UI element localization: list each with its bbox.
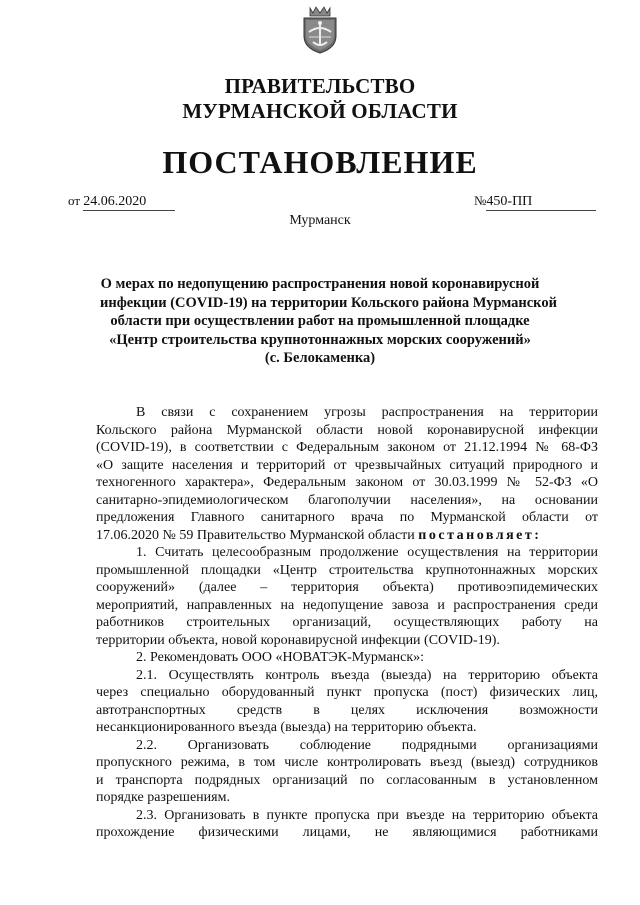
- text-segment: 17.06.2020 № 59 Правительство Мурманской области: [96, 527, 415, 543]
- title-line: О мерах по недопущению распространения новой коронавирусной: [100, 276, 540, 292]
- text-line: 1. Считать целесообразным продолжение осуществления на территории: [136, 545, 598, 560]
- text-line: пропускного режима, в том числе контролировать въезд (выезд) сотрудников: [96, 755, 598, 770]
- text-line: 2.3. Организовать в пункте пропуска при въезде на территорию объекта: [136, 807, 598, 823]
- title-line: (с. Белокаменка): [264, 350, 376, 366]
- government-name-line1: ПРАВИТЕЛЬСТВО: [224, 74, 416, 98]
- text-line: «О защите населения и территорий от чрезвычайных ситуаций природного и: [96, 457, 598, 473]
- title-line: инфекции (COVID-19) на территории Кольского района Мурманской: [100, 294, 557, 311]
- paragraph-2-2: [96, 737, 598, 807]
- paragraph-2-3: [96, 807, 598, 842]
- coat-of-arms-icon: [301, 4, 339, 54]
- text-line: порядке разрешениям.: [96, 790, 230, 805]
- text-line: мероприятий, направленных на недопущение завоза и распространения среди: [96, 597, 598, 613]
- text-line: 2.1. Осуществлять контроль въезда (выезда) на территорию объекта: [136, 667, 598, 683]
- text-line: В связи с сохранением угрозы распространения на территории: [136, 405, 598, 420]
- paragraph-2-1: [96, 667, 598, 737]
- text-line: автотранспортных средств в целях исключения возможности: [96, 702, 598, 718]
- decree-word: постановляет:: [418, 527, 542, 543]
- date-prefix: от: [68, 193, 81, 208]
- text-line: санитарно-эпидемиологическом благополучии населения», на основании: [96, 492, 598, 508]
- document-city: Мурманск: [289, 213, 351, 228]
- text-line: прохождение физическими лицами, не являющимися работниками: [96, 825, 598, 840]
- title-line: «Центр строительства крупнотоннажных морских сооружений»: [109, 331, 531, 348]
- document-number: [474, 193, 596, 211]
- text-line: несанкционированного въезда (выезда) на территорию объекта.: [96, 720, 477, 735]
- text-line: (COVID-19), в соответствии с Федеральным законом от 21.12.1994 № 68-ФЗ: [96, 440, 598, 455]
- text-line: территории объекта, новой коронавирусной инфекции (COVID-19).: [96, 632, 500, 648]
- title-line: области при осуществлении работ на промышленной площадке: [110, 313, 530, 329]
- document-body: [96, 404, 598, 842]
- date-value: 24.06.2020: [83, 194, 175, 211]
- text-line: 2.2. Организовать соблюдение подрядными организациями: [136, 737, 598, 753]
- preamble-paragraph: [96, 404, 598, 544]
- text-line: промышленной площадки «Центр строительства крупнотоннажных морских: [96, 562, 598, 578]
- paragraph-1: [96, 544, 598, 649]
- text-line: сооружений» (далее – территория объекта) противоэпидемических: [96, 580, 598, 595]
- number-value: 450-ПП: [486, 194, 596, 211]
- document-date: [68, 193, 175, 211]
- text-line: [96, 527, 598, 545]
- number-prefix: №: [474, 193, 487, 208]
- paragraph-2: [96, 649, 598, 667]
- government-name-line2: МУРМАНСКОЙ ОБЛАСТИ: [182, 99, 458, 123]
- document-type: ПОСТАНОВЛЕНИЕ: [162, 144, 478, 180]
- text-line: Кольского района Мурманской области новой коронавирусной инфекции: [96, 422, 598, 438]
- text-line: 2. Рекомендовать ООО «НОВАТЭК-Мурманск»:: [136, 650, 425, 665]
- document-title: [100, 275, 557, 368]
- text-line: через специально оборудованный пункт пропуска (пост) физических лиц,: [96, 685, 598, 700]
- text-line: предложения Главного санитарного врача по Мурманской области от: [96, 510, 598, 525]
- text-line: и транспорта подрядных организаций по согласованным в установленном: [96, 772, 598, 788]
- text-line: техногенного характера», Федеральным законом от 30.03.1999 № 52-ФЗ «О: [96, 475, 598, 490]
- text-line: работников строительных организаций, осуществляющих работу на: [96, 615, 598, 630]
